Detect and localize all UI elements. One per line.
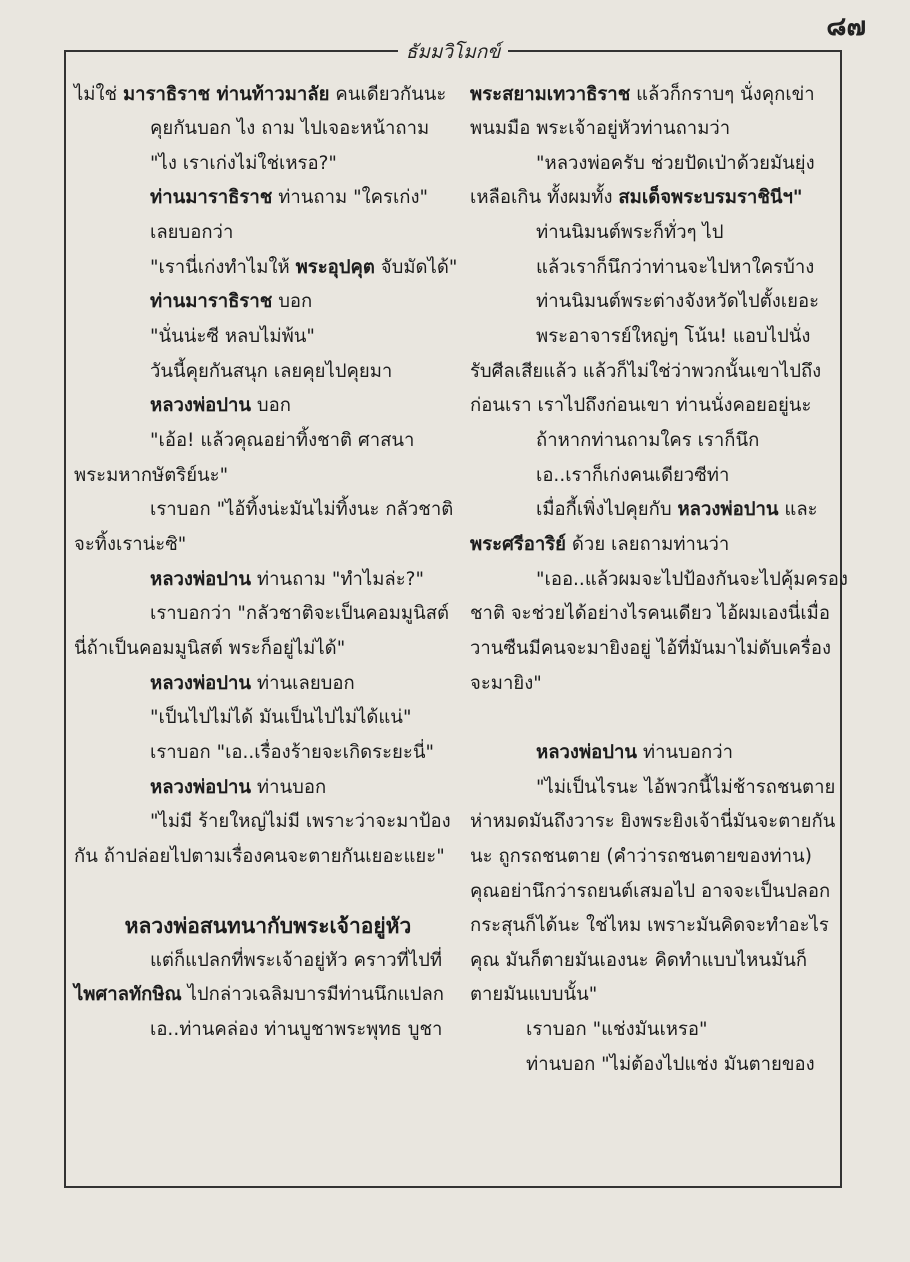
text-line: เลยบอกว่า (150, 222, 234, 243)
text-line: "ไม่มี ร้ายใหญ่ไม่มี เพราะว่าจะมาป้อง (150, 811, 451, 832)
text-line: พระสยามเทวาธิราช แล้วก็กราบๆ นั่งคุกเข่า (470, 84, 815, 105)
text-line: ท่านนิมนต์พระต่างจังหวัดไปตั้งเยอะ (536, 291, 820, 312)
text-line: นี่ถ้าเป็นคอมมูนิสต์ พระก็อยู่ไม่ได้" (74, 638, 346, 659)
text-line: กระสุนก็ได้นะ ใช่ไหม เพราะมันคิดจะทำอะไร (470, 915, 829, 936)
running-header (66, 37, 840, 67)
text-line: "ไม่เป็นไรนะ ไอ้พวกนี้ไม่ช้ารถชนตาย (536, 777, 836, 798)
text-line: ท่านมาราธิราช บอก (150, 291, 313, 312)
section-heading: หลวงพ่อสนทนากับพระเจ้าอยู่หัว (124, 914, 412, 938)
text-line: เราบอกว่า "กลัวชาติจะเป็นคอมมูนิสต์ (150, 603, 450, 624)
text-line: "เป็นไปไม่ได้ มันเป็นไปไม่ได้แน่" (150, 707, 412, 728)
text-line: ไม่ใช่ มาราธิราช ท่านท้าวมาลัย คนเดียวกันนะ (74, 84, 447, 105)
text-line: ท่านบอก "ไม่ต้องไปแช่ง มันตายของ (526, 1054, 815, 1075)
text-line: พนมมือ พระเจ้าอยู่หัวท่านถามว่า (470, 118, 731, 139)
text-line: เราบอก "เอ..เรื่องร้ายจะเกิดระยะนี่" (150, 742, 434, 763)
text-line: เราบอก "แช่งมันเหรอ" (526, 1019, 708, 1040)
text-line: หลวงพ่อปาน ท่านเลยบอก (150, 673, 355, 694)
text-line: "เออ..แล้วผมจะไปป้องกันจะไปคุ้มครอง (536, 569, 848, 590)
text-line: หลวงพ่อปาน ท่านถาม "ทำไมล่ะ?" (150, 569, 425, 590)
text-line: หลวงพ่อปาน ท่านบอก (150, 777, 327, 798)
text-line: "นั่นน่ะซี หลบไม่พ้น" (150, 326, 315, 347)
text-line: ไพศาลทักษิณ ไปกล่าวเฉลิมบารมีท่านนึกแปลก (74, 984, 444, 1005)
text-line: ห่าหมดมันถึงวาระ ยิงพระยิงเจ้านี่มันจะตายกัน (470, 811, 836, 832)
text-line: นะ ถูกรถชนตาย (คำว่ารถชนตายของท่าน) (470, 846, 812, 867)
text-line: เราบอก "ไอ้ทิ้งน่ะมันไม่ทิ้งนะ กลัวชาติ (150, 499, 454, 520)
text-line: หลวงพ่อปาน ท่านบอกว่า (536, 742, 733, 763)
text-line: เหลือเกิน ทั้งผมทั้ง สมเด็จพระบรมราชินีฯ" (470, 187, 803, 208)
text-line: กัน ถ้าปล่อยไปตามเรื่องคนจะตายกันเยอะแยะ" (74, 846, 445, 867)
text-line: ท่านนิมนต์พระก็ทั่วๆ ไป (536, 222, 724, 243)
running-header-text: ธัมมวิโมกข์ (398, 41, 509, 63)
text-line: จะทิ้งเราน่ะซิ" (74, 534, 187, 555)
text-line: รับศีลเสียแล้ว แล้วก็ไม่ใช่ว่าพวกนั้นเขาไปถึง (470, 361, 822, 382)
text-line: ก่อนเรา เราไปถึงก่อนเขา ท่านนั่งคอยอยู่นะ (470, 395, 812, 416)
text-line: พระอาจารย์ใหญ่ๆ โน้น! แอบไปนั่ง (536, 326, 811, 347)
text-line: "เรานี่เก่งทำไมให้ พระอุปคุต จับมัดได้" (150, 257, 458, 278)
text-line: วานซืนมีคนจะมายิงอยู่ ไอ้ที่มันมาไม่ดับเครื่อง (470, 638, 831, 659)
text-line: แต่ก็แปลกที่พระเจ้าอยู่หัว คราวที่ไปที่ (150, 950, 443, 971)
text-line: พระมหากษัตริย์นะ" (74, 465, 229, 486)
text-line: คุณ มันก็ตายมันเองนะ คิดทำแบบไหนมันก็ (470, 950, 808, 971)
text-line: จะมายิง" (470, 673, 542, 694)
text-line: "เอ้อ! แล้วคุณอย่าทิ้งชาติ ศาสนา (150, 430, 415, 451)
text-line: เมื่อกี้เพิ่งไปคุยกับ หลวงพ่อปาน และ (536, 499, 818, 520)
text-line: "หลวงพ่อครับ ช่วยปัดเป่าด้วยมันยุ่ง (536, 153, 815, 174)
text-line: ตายมันแบบนั้น" (470, 984, 598, 1005)
text-line: แล้วเราก็นึกว่าท่านจะไปหาใครบ้าง (536, 257, 815, 278)
text-line: คุณอย่านึกว่ารถยนต์เสมอไป อาจจะเป็นปลอก (470, 881, 831, 902)
text-line: เอ..ท่านคล่อง ท่านบูชาพระพุทธ บูชา (150, 1019, 443, 1040)
text-line: หลวงพ่อปาน บอก (150, 395, 291, 416)
text-line: เอ..เราก็เก่งคนเดียวซีท่า (536, 465, 730, 486)
text-line: คุยกันบอก ไง ถาม ไปเจอะหน้าถาม (150, 118, 430, 139)
text-line: ท่านมาราธิราช ท่านถาม "ใครเก่ง" (150, 187, 429, 208)
text-line: ชาติ จะช่วยได้อย่างไรคนเดียว ไอ้ผมเองนี่เมื่อ (470, 603, 830, 624)
text-line: พระศรีอาริย์ ด้วย เลยถามท่านว่า (470, 534, 730, 555)
text-line: วันนี้คุยกันสนุก เลยคุยไปคุยมา (150, 361, 393, 382)
page-number: ๘๗ (826, 12, 866, 42)
text-line: ถ้าหากท่านถามใคร เราก็นึก (536, 430, 760, 451)
text-line: "ไง เราเก่งไม่ใช่เหรอ?" (150, 153, 337, 174)
